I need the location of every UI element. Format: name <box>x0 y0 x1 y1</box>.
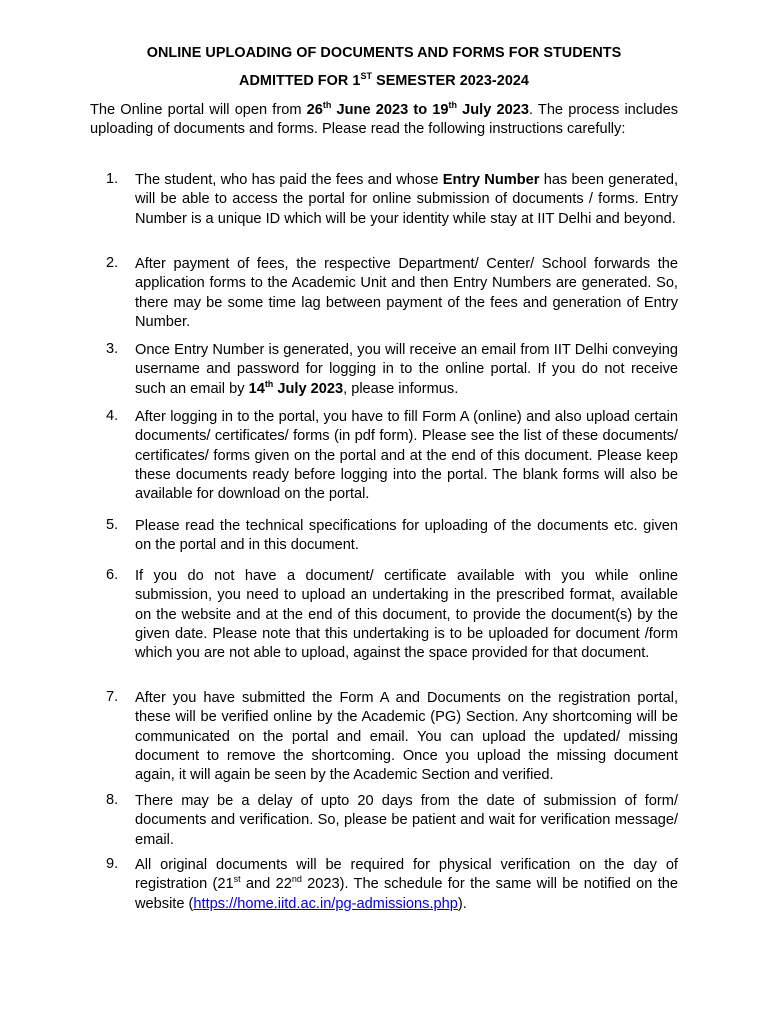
document-title-line1: ONLINE UPLOADING OF DOCUMENTS AND FORMS FOR STUDENTS <box>146 45 622 61</box>
list-item-text: After payment of fees, the respective Department/ Center/ School forwards the application forms to the Academic Unit and then Entry Numbers are generated. So, there may be some time lag between payment of the fees and generation of Entry Number. <box>135 256 678 330</box>
list-item-text: If you do not have a document/ certificate available with you while online submission, you need to upload an undertaking in the prescribed format, available on the website and at the end of this document, to provide the document(s) by the given date. Please note that this undertaking is to be uploaded for document /form which you are not able to upload, against the space provided for that document. <box>135 568 678 662</box>
intro-date-range: 26th June 2023 to 19th July 2023 <box>306 100 529 118</box>
pg-admissions-link[interactable]: https://home.iitd.ac.in/pg-admissions.php <box>193 895 458 912</box>
list-item-text: After logging in to the portal, you have to fill Form A (online) and also upload certain documents/ certificates/ forms (in pdf form). Please see the list of these documents/ certificates/ forms given on the portal and at the end of this document. Please keep these documents ready before logging into the portal. The blank forms will also be available for download on the portal. <box>135 409 678 503</box>
deadline-date-emphasis: 14th July 2023 <box>248 378 344 397</box>
title-line2-prefix: ADMITTED FOR 1 <box>239 73 361 89</box>
list-item-text: Once Entry Number is generated, you will receive an email from IIT Delhi conveying username and password for logging in to the online portal. If you do not receive such an email by 14th July 2023, please informus. <box>135 342 678 397</box>
list-item-number: 6. <box>106 567 119 583</box>
title-line2-superscript: ST <box>360 71 373 81</box>
list-item-number: 1. <box>106 171 119 187</box>
list-item-text: All original documents will be required for physical verification on the day of registration (21st and 22nd 2023). The schedule for the same will be notified on the website (https://home.iitd.ac.in/pg-admissions.php). <box>135 857 678 912</box>
intro-paragraph <box>90 101 678 140</box>
list-item-text: Please read the technical specifications for uploading of the documents etc. given on the portal and in this document. <box>135 518 678 554</box>
list-item-text: The student, who has paid the fees and whose Entry Number has been generated, will be able to access the portal for online submission of documents / forms. Entry Number is a unique ID which will be your identity while stay at IIT Delhi and beyond. <box>135 172 678 227</box>
list-item-number: 9. <box>106 856 119 872</box>
intro-prefix: The Online portal will open from <box>90 102 307 118</box>
list-item-number: 4. <box>106 408 119 424</box>
list-item-text: After you have submitted the Form A and Documents on the registration portal, these will be verified online by the Academic (PG) Section. Any shortcoming will be communicated on the portal and email. You can upload the updated/ missing document to remove the shortcoming. Once you upload the missing document again, it will again be seen by the Academic Section and verified. <box>135 690 678 784</box>
list-item-text: There may be a delay of upto 20 days from the date of submission of form/ documents and verification. So, please be patient and wait for verification message/ email. <box>135 793 678 848</box>
document-title-line2 <box>90 73 678 89</box>
intro-rest: . The process includes uploading of documents and forms. Please read the following instructions carefully: <box>90 102 678 138</box>
list-item-number: 5. <box>106 517 119 533</box>
list-item-number: 3. <box>106 341 119 357</box>
entry-number-emphasis: Entry Number <box>442 172 540 188</box>
list-item-number: 8. <box>106 792 119 808</box>
list-item-number: 7. <box>106 689 119 705</box>
title-line2-suffix: SEMESTER 2023-2024 <box>372 73 529 89</box>
list-item-number: 2. <box>106 255 119 271</box>
